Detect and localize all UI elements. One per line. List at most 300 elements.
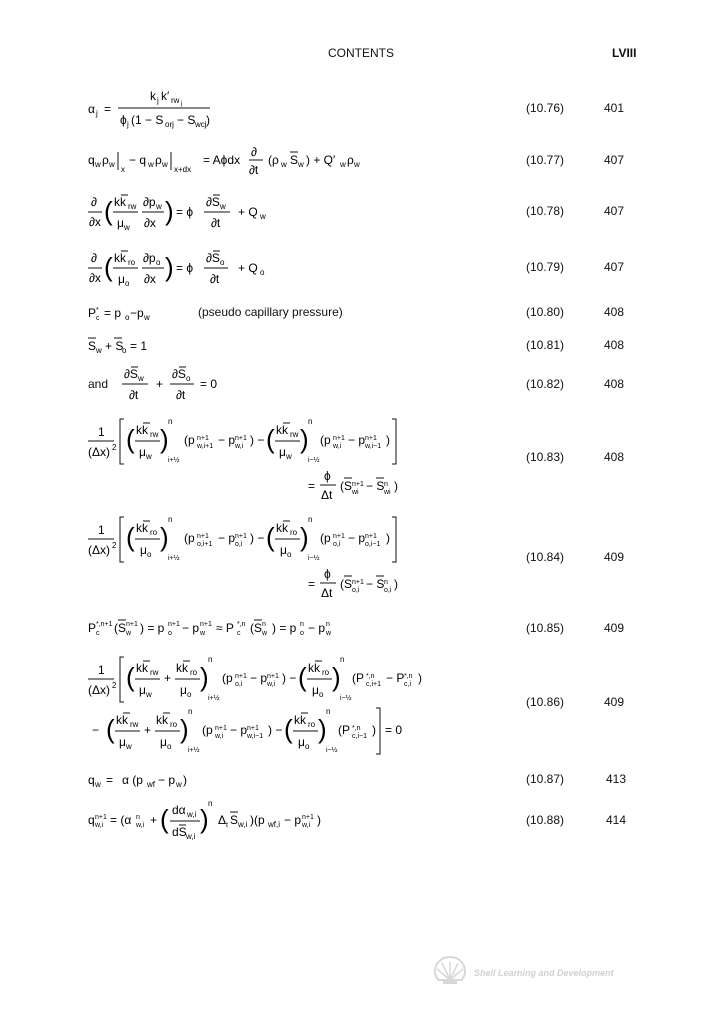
svg-text:∂x: ∂x <box>144 216 156 230</box>
svg-text:− p: − p <box>218 531 236 545</box>
svg-text:Δt: Δt <box>321 586 333 600</box>
svg-text:2: 2 <box>112 541 117 550</box>
equation-page: 408 <box>604 338 625 352</box>
svg-text:): ) <box>200 804 209 834</box>
svg-text:∂: ∂ <box>251 145 257 159</box>
svg-text:kk: kk <box>114 251 126 265</box>
svg-text:x: x <box>121 165 125 174</box>
equation-page: 408 <box>604 377 625 391</box>
svg-text:wi: wi <box>352 489 359 496</box>
svg-text:ro: ro <box>290 528 298 537</box>
svg-text:*,n: *,n <box>404 673 413 680</box>
equation-10-83 <box>88 414 418 504</box>
equation-number: (10.76) <box>526 101 565 115</box>
svg-text:(p: (p <box>202 723 213 737</box>
svg-text:wf,i: wf,i <box>268 820 280 829</box>
svg-text:n+1: n+1 <box>197 533 209 540</box>
svg-text:Δt: Δt <box>321 488 333 502</box>
svg-text:t: t <box>226 822 228 829</box>
svg-text:∂: ∂ <box>91 251 97 265</box>
svg-text:n: n <box>262 621 266 628</box>
svg-text:= 0: = 0 <box>385 723 403 737</box>
svg-text:(Δx): (Δx) <box>88 543 111 557</box>
svg-text:w: w <box>138 374 144 383</box>
svg-text:(ρ: (ρ <box>268 153 279 167</box>
svg-text:− S: − S <box>366 479 385 493</box>
svg-text:w,i: w,i <box>215 733 224 740</box>
svg-text:w: w <box>176 780 182 789</box>
svg-text:∂S: ∂S <box>206 251 220 265</box>
svg-text:w: w <box>95 160 101 169</box>
svg-text:w: w <box>286 452 292 461</box>
page-number: LVIII <box>612 46 637 60</box>
svg-text:o,i+1: o,i+1 <box>197 541 213 548</box>
svg-text:ro: ro <box>170 720 178 729</box>
page-title: CONTENTS <box>328 46 394 60</box>
svg-text:) −: ) − <box>282 671 297 685</box>
equation-10-81 <box>88 335 178 357</box>
svg-text:− p: − p <box>158 773 176 787</box>
svg-text:∂t: ∂t <box>249 163 259 177</box>
svg-text:n: n <box>340 655 345 664</box>
svg-text:(: ( <box>298 662 307 692</box>
svg-text:(P: (P <box>338 723 350 737</box>
equation-number: (10.82) <box>526 377 565 391</box>
svg-text:w: w <box>146 452 152 461</box>
svg-text:=: = <box>106 773 114 787</box>
svg-text:j: j <box>181 101 183 107</box>
svg-text:(p: (p <box>222 671 233 685</box>
equation-10-82 <box>120 364 240 404</box>
svg-text:): ) <box>160 424 169 454</box>
svg-text:rw: rw <box>128 202 137 211</box>
equation-page: 407 <box>604 153 625 167</box>
equation-10-76 <box>88 88 248 132</box>
svg-text:(: ( <box>104 196 113 226</box>
equation-page: 409 <box>604 621 625 635</box>
equation-10-88 <box>88 798 348 844</box>
svg-text:μ: μ <box>139 445 146 459</box>
svg-text:= ϕ: = ϕ <box>176 261 194 275</box>
svg-text:w: w <box>200 630 206 637</box>
svg-text:− S: − S <box>177 113 196 127</box>
svg-text:S: S <box>290 153 299 167</box>
svg-text:): ) <box>165 196 174 226</box>
svg-text:o: o <box>125 313 130 322</box>
svg-text:c,i+1: c,i+1 <box>366 681 381 688</box>
svg-text:n+1: n+1 <box>267 673 279 680</box>
svg-text:w: w <box>162 160 168 169</box>
equation-number: (10.88) <box>526 813 565 827</box>
svg-text:wi: wi <box>384 489 391 496</box>
svg-text:μ: μ <box>119 735 126 749</box>
svg-text:(: ( <box>104 252 113 282</box>
svg-text:μ: μ <box>180 683 187 697</box>
svg-text:∂x: ∂x <box>89 215 101 229</box>
svg-text:): ) <box>160 522 169 552</box>
svg-text:n+1: n+1 <box>247 725 259 732</box>
svg-text:w,i−1: w,i−1 <box>365 443 382 450</box>
svg-text:w: w <box>354 160 360 169</box>
svg-text:P: P <box>88 306 97 320</box>
equation-note: (pseudo capillary pressure) <box>198 305 343 319</box>
svg-text:= p: = p <box>104 306 122 320</box>
svg-text:w: w <box>126 742 132 751</box>
svg-text:j: j <box>127 120 129 129</box>
svg-text:∂p: ∂p <box>143 195 156 209</box>
svg-text:n: n <box>208 655 213 664</box>
svg-text:): ) <box>180 714 189 744</box>
svg-text:− p: − p <box>230 723 248 737</box>
svg-text:w: w <box>126 630 132 637</box>
svg-text:kk: kk <box>276 423 288 437</box>
equation-number: (10.85) <box>526 621 565 635</box>
svg-text:o: o <box>305 742 310 751</box>
equation-page: 409 <box>604 695 625 709</box>
svg-text:): ) <box>206 113 210 127</box>
svg-text:n+1: n+1 <box>126 621 138 628</box>
svg-text:o: o <box>156 258 161 267</box>
svg-text:∂S: ∂S <box>172 367 186 381</box>
equation-number: (10.80) <box>526 305 565 319</box>
svg-text:(S: (S <box>250 621 262 635</box>
svg-text:w: w <box>340 160 346 169</box>
svg-text:w,i: w,i <box>267 681 276 688</box>
svg-text:*,n: *,n <box>366 673 375 680</box>
svg-text:μ: μ <box>139 683 146 697</box>
svg-text:kk: kk <box>294 713 306 727</box>
equation-10-77 <box>88 140 388 180</box>
svg-text:+ S: + S <box>105 339 124 353</box>
svg-text:rw: rw <box>171 96 180 105</box>
svg-text:μ: μ <box>298 735 305 749</box>
svg-text:n+1: n+1 <box>235 673 247 680</box>
equation-number: (10.84) <box>526 550 565 564</box>
svg-text:i−½: i−½ <box>308 555 320 562</box>
svg-text:∂: ∂ <box>91 195 97 209</box>
svg-text:kk: kk <box>136 521 148 535</box>
svg-text:(: ( <box>126 662 135 692</box>
svg-text:− p: − p <box>308 621 326 635</box>
equation-number: (10.81) <box>526 338 565 352</box>
svg-text:w: w <box>156 202 162 211</box>
svg-text:)(p: )(p <box>250 813 265 827</box>
svg-text:=: = <box>308 577 316 591</box>
svg-text:(: ( <box>126 522 135 552</box>
svg-text:kk: kk <box>276 521 288 535</box>
svg-text:q: q <box>88 153 95 167</box>
svg-text:μ: μ <box>160 735 167 749</box>
equation-page: 407 <box>604 204 625 218</box>
svg-text:1: 1 <box>98 663 105 677</box>
svg-text:): ) <box>300 424 309 454</box>
svg-text:− S: − S <box>366 577 385 591</box>
svg-text:kk: kk <box>156 713 168 727</box>
svg-text:− p: − p <box>182 621 200 635</box>
svg-text:i+½: i+½ <box>208 695 220 702</box>
svg-text:o: o <box>287 550 292 559</box>
svg-text:∂x: ∂x <box>144 272 156 286</box>
svg-text:ro: ro <box>308 720 316 729</box>
svg-text:o,i−1: o,i−1 <box>365 541 381 548</box>
equation-10-87 <box>88 769 228 791</box>
svg-text:w: w <box>260 212 266 221</box>
svg-text:j: j <box>96 109 98 118</box>
svg-text:i+½: i+½ <box>188 747 200 754</box>
svg-text:n+1: n+1 <box>352 481 364 488</box>
svg-text:∂t: ∂t <box>210 272 220 286</box>
svg-text:w: w <box>144 313 150 322</box>
svg-text:− q: − q <box>129 153 147 167</box>
svg-text:w: w <box>148 160 154 169</box>
svg-text:(: ( <box>266 522 275 552</box>
svg-text:(: ( <box>284 714 293 744</box>
svg-text:2: 2 <box>112 443 117 452</box>
svg-text:o: o <box>167 742 172 751</box>
svg-text:− p: − p <box>218 433 236 447</box>
svg-text:w: w <box>262 630 268 637</box>
svg-text:o: o <box>220 258 225 267</box>
svg-text:− p: − p <box>348 531 366 545</box>
svg-text:w,i: w,i <box>136 822 145 829</box>
svg-text:1: 1 <box>98 425 105 439</box>
svg-text:∂t: ∂t <box>211 216 221 230</box>
svg-text:= (α: = (α <box>110 813 132 827</box>
svg-text:Δ: Δ <box>218 813 227 827</box>
svg-text:w: w <box>281 160 287 169</box>
svg-text:(Δx): (Δx) <box>88 445 111 459</box>
svg-text:o,i: o,i <box>384 587 392 594</box>
svg-text:w,i: w,i <box>238 820 248 829</box>
footer-brand: Shell Learning and Development <box>474 968 614 978</box>
svg-text:= 1: = 1 <box>130 339 148 353</box>
svg-text:(p: (p <box>184 531 195 545</box>
svg-text:w: w <box>96 346 102 355</box>
svg-text:o: o <box>187 690 192 699</box>
svg-text:w,i: w,i <box>187 810 197 819</box>
svg-text:c: c <box>96 315 100 322</box>
svg-text:n+1: n+1 <box>333 533 345 540</box>
svg-text:+ Q: + Q <box>238 205 258 219</box>
svg-text:ρ: ρ <box>347 153 354 167</box>
svg-text:o: o <box>300 630 304 637</box>
equation-page: 413 <box>606 772 627 786</box>
svg-text:n+1: n+1 <box>302 814 314 821</box>
svg-text:i+½: i+½ <box>168 555 180 562</box>
svg-text:n: n <box>168 417 173 426</box>
svg-text:i−½: i−½ <box>340 695 352 702</box>
svg-text:+ Q: + Q <box>238 261 258 275</box>
svg-text:n+1: n+1 <box>352 579 364 586</box>
equation-page: 407 <box>604 260 625 274</box>
svg-text:w,i−1: w,i−1 <box>247 733 264 740</box>
svg-text:∂S: ∂S <box>206 195 220 209</box>
svg-text:rw: rw <box>150 430 159 439</box>
svg-text:+: + <box>150 813 158 827</box>
svg-text:(p: (p <box>184 433 195 447</box>
svg-text:o: o <box>125 279 130 288</box>
svg-text:n: n <box>136 814 140 821</box>
equation-number: (10.87) <box>526 772 565 786</box>
equation-10-86 <box>88 652 428 762</box>
svg-text:ρ: ρ <box>155 153 162 167</box>
svg-text:w,i: w,i <box>302 822 311 829</box>
svg-text:): ) <box>418 671 422 685</box>
svg-text:c: c <box>96 630 100 637</box>
svg-text:n: n <box>308 417 313 426</box>
svg-text:i−½: i−½ <box>326 747 338 754</box>
svg-text:+: + <box>164 671 172 685</box>
svg-text:w,i: w,i <box>333 443 342 450</box>
svg-text:α (p: α (p <box>122 773 143 787</box>
svg-text:o: o <box>186 374 191 383</box>
svg-text:) + Q′: ) + Q′ <box>306 153 336 167</box>
equation-page: 408 <box>604 450 625 464</box>
svg-text:∂t: ∂t <box>129 388 139 402</box>
svg-text:n+1: n+1 <box>333 435 345 442</box>
svg-text:): ) <box>386 531 390 545</box>
svg-text:n+1: n+1 <box>365 533 377 540</box>
svg-text:μ: μ <box>117 216 124 230</box>
svg-text:c,i: c,i <box>404 681 411 688</box>
svg-text:n: n <box>308 515 313 524</box>
svg-text:∂t: ∂t <box>176 388 186 402</box>
svg-text:o: o <box>319 690 324 699</box>
svg-text:wf: wf <box>147 780 155 789</box>
svg-text:dS: dS <box>172 825 187 839</box>
svg-text:(Δx): (Δx) <box>88 683 111 697</box>
svg-text:n: n <box>300 621 304 628</box>
svg-text:i−½: i−½ <box>308 457 320 464</box>
svg-text:(S: (S <box>114 621 126 635</box>
svg-text:(p: (p <box>320 531 331 545</box>
svg-text:− p: − p <box>250 671 268 685</box>
svg-text:dα: dα <box>172 803 186 817</box>
equation-10-84 <box>88 512 418 602</box>
svg-text:n: n <box>326 707 331 716</box>
svg-text:n: n <box>188 707 193 716</box>
svg-text:w: w <box>109 160 115 169</box>
svg-text:w,i: w,i <box>235 443 244 450</box>
svg-text:w: w <box>146 690 152 699</box>
equation-page: 409 <box>604 550 625 564</box>
svg-text:k′: k′ <box>161 89 170 103</box>
svg-text:o,i: o,i <box>235 541 243 548</box>
svg-text:μ: μ <box>140 543 147 557</box>
svg-text:) −: ) − <box>250 433 265 447</box>
svg-text:k: k <box>150 89 156 103</box>
svg-text:q: q <box>88 773 95 787</box>
svg-text:(S: (S <box>340 577 352 591</box>
svg-text:n+1: n+1 <box>168 621 180 628</box>
svg-text:ϕ: ϕ <box>324 567 331 581</box>
svg-text:): ) <box>300 522 309 552</box>
svg-text:o: o <box>122 346 127 355</box>
svg-text:): ) <box>332 662 341 692</box>
svg-text:w: w <box>326 630 332 637</box>
svg-text:+: + <box>156 377 164 391</box>
svg-text:*,n: *,n <box>352 725 361 732</box>
svg-text:x+dx: x+dx <box>174 165 192 174</box>
svg-text:= 0: = 0 <box>200 377 218 391</box>
svg-text:o: o <box>147 550 152 559</box>
svg-text:orj: orj <box>165 120 174 129</box>
equation-page: 401 <box>604 101 625 115</box>
svg-text:ϕ: ϕ <box>324 469 331 483</box>
svg-text:μ: μ <box>279 445 286 459</box>
svg-text:n+1: n+1 <box>235 533 247 540</box>
svg-text:w,i+1: w,i+1 <box>197 443 214 450</box>
svg-text:n: n <box>168 515 173 524</box>
svg-text:w,i: w,i <box>95 822 104 829</box>
svg-text:w: w <box>95 780 101 789</box>
svg-text:i+½: i+½ <box>168 457 180 464</box>
svg-text:w: w <box>298 160 304 169</box>
svg-text:+: + <box>144 723 152 737</box>
svg-text:kk: kk <box>176 661 188 675</box>
svg-text:= ϕ: = ϕ <box>176 205 194 219</box>
equation-10-78 <box>88 192 348 236</box>
equation-number: (10.83) <box>526 450 565 464</box>
svg-text:ϕ: ϕ <box>120 113 127 127</box>
svg-text:≈ P: ≈ P <box>216 621 234 635</box>
svg-text:∂x: ∂x <box>89 271 101 285</box>
svg-text:o,i: o,i <box>235 681 243 688</box>
svg-text:kk: kk <box>308 661 320 675</box>
svg-text:w,i: w,i <box>186 832 196 841</box>
svg-text:(P: (P <box>352 671 364 685</box>
svg-text:*,n: *,n <box>237 621 246 628</box>
equation-number: (10.78) <box>526 204 565 218</box>
svg-text:c,i−1: c,i−1 <box>352 733 367 740</box>
svg-text:n+1: n+1 <box>197 435 209 442</box>
svg-text:): ) <box>183 773 187 787</box>
svg-text:n+1: n+1 <box>200 621 212 628</box>
equation-page: 414 <box>606 813 627 827</box>
svg-text:1: 1 <box>98 523 105 537</box>
svg-text:−p: −p <box>130 306 144 320</box>
svg-text:n+1: n+1 <box>235 435 247 442</box>
svg-text:c: c <box>237 630 241 637</box>
svg-text:μ: μ <box>312 683 319 697</box>
svg-text:kk: kk <box>114 195 126 209</box>
svg-text:) −: ) − <box>250 531 265 545</box>
svg-text:n+1: n+1 <box>95 814 107 821</box>
svg-text:ro: ro <box>322 668 330 677</box>
svg-text:n: n <box>384 579 388 586</box>
svg-text:∂S: ∂S <box>124 367 138 381</box>
equation-number: (10.77) <box>526 153 565 167</box>
svg-text:ro: ro <box>190 668 198 677</box>
svg-text:o: o <box>260 268 265 277</box>
svg-text:ro: ro <box>128 258 136 267</box>
svg-text:μ: μ <box>118 272 125 286</box>
equation-lead: and <box>88 377 109 391</box>
svg-text:j: j <box>157 96 159 105</box>
svg-text:− p: − p <box>284 813 302 827</box>
svg-text:n: n <box>208 799 213 808</box>
svg-text:= Aϕdx: = Aϕdx <box>203 153 241 167</box>
svg-text:kk: kk <box>136 423 148 437</box>
svg-text:(: ( <box>266 424 275 454</box>
svg-text:): ) <box>165 252 174 282</box>
svg-text:ρ: ρ <box>102 153 109 167</box>
svg-text:) −: ) − <box>268 723 283 737</box>
svg-text:): ) <box>372 723 376 737</box>
svg-text:ro: ro <box>150 528 158 537</box>
svg-text:w: w <box>220 202 226 211</box>
svg-text:(p: (p <box>320 433 331 447</box>
